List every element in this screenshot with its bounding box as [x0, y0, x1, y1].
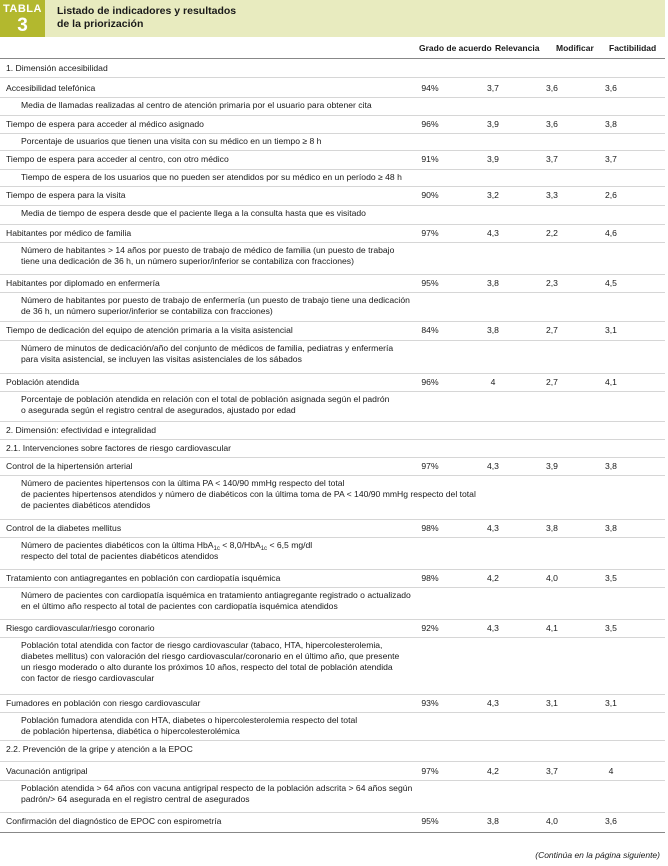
indicator-feasibility: 2,6 — [605, 190, 617, 200]
badge-number: 3 — [17, 15, 28, 36]
row-divider — [0, 205, 665, 206]
indicator-description: Número de pacientes hipertensos con la última PA < 140/90 mmHg respecto del total — [21, 478, 345, 488]
indicator-description: de pacientes hipertensos atendidos y número de diabéticos con la última toma de PA < 140/90 mmHg respecto del total — [21, 489, 476, 499]
indicator-name: Accesibilidad telefónica — [6, 83, 96, 93]
indicator-relevance: 4,2 — [487, 766, 499, 776]
indicator-agreement: 97% — [421, 228, 439, 238]
indicator-modify: 4,0 — [546, 816, 558, 826]
indicator-feasibility: 3,5 — [605, 623, 617, 633]
indicator-agreement: 95% — [421, 816, 439, 826]
indicator-name: Tiempo de dedicación del equipo de atención primaria a la visita asistencial — [6, 325, 293, 335]
row-divider — [0, 150, 665, 151]
indicator-modify: 3,8 — [546, 523, 558, 533]
indicator-name: Vacunación antigripal — [6, 766, 88, 776]
indicator-agreement: 97% — [421, 461, 439, 471]
row-divider — [0, 77, 665, 78]
indicator-agreement: 95% — [421, 278, 439, 288]
indicator-feasibility: 3,6 — [605, 83, 617, 93]
row-divider — [0, 569, 665, 570]
indicator-description: de pacientes diabéticos atendidos — [21, 500, 151, 510]
indicator-relevance: 4,3 — [487, 698, 499, 708]
indicator-modify: 3,6 — [546, 83, 558, 93]
indicator-description: Número de habitantes > 14 años por puesto de trabajo de médico de familia (un puesto de trabajo — [21, 245, 395, 255]
indicator-relevance: 4 — [490, 377, 496, 387]
section-cardiovascular: 2.1. Intervenciones sobre factores de riesgo cardiovascular — [6, 443, 231, 453]
indicator-feasibility: 3,1 — [605, 325, 617, 335]
table-title — [57, 5, 236, 31]
indicator-description: un riesgo moderado o alto durante los próximos 10 años, respecto del total de población atendida — [21, 662, 393, 672]
indicator-description: con factor de riesgo cardiovascular — [21, 673, 155, 683]
indicator-relevance: 3,2 — [487, 190, 499, 200]
indicator-description: Número de habitantes por puesto de trabajo de enfermería (un puesto de trabajo tiene una dedicación — [21, 295, 410, 305]
indicator-agreement: 93% — [421, 698, 439, 708]
row-divider — [0, 321, 665, 322]
indicator-relevance: 3,7 — [487, 83, 499, 93]
row-divider — [0, 97, 665, 98]
indicator-description: Porcentaje de usuarios que tienen una visita con su médico en un tiempo ≥ 8 h — [21, 136, 322, 146]
indicator-modify: 3,7 — [546, 766, 558, 776]
row-divider — [0, 457, 665, 458]
indicator-feasibility: 4,5 — [605, 278, 617, 288]
section-accessibility: 1. Dimensión accesibilidad — [6, 63, 108, 73]
indicator-description: Población atendida > 64 años con vacuna antigripal respecto de la población adscrita > 64 años según — [21, 783, 413, 793]
row-divider — [0, 186, 665, 187]
indicator-modify: 3,7 — [546, 154, 558, 164]
indicator-modify: 2,7 — [546, 377, 558, 387]
col-header-feasibility: Factibilidad — [609, 43, 657, 53]
table-header-band — [0, 0, 665, 37]
row-divider — [0, 373, 665, 374]
indicator-feasibility: 3,8 — [605, 461, 617, 471]
row-divider — [0, 832, 665, 833]
row-divider — [0, 637, 665, 638]
indicator-description: Media de llamadas realizadas al centro de atención primaria por el usuario para obtener cita — [21, 100, 372, 110]
badge-label: TABLA — [3, 3, 42, 15]
indicator-description: Población total atendida con factor de riesgo cardiovascular (tabaco, HTA, hipercolesterolemia, — [21, 640, 383, 650]
row-divider — [0, 115, 665, 116]
row-divider — [0, 587, 665, 588]
indicator-description: o asegurada según el registro central de asegurados, ajustado por edad — [21, 405, 296, 415]
indicator-description: Tiempo de espera de los usuarios que no pueden ser atendidos por su médico en un período ≥ 48 h — [21, 172, 402, 182]
indicator-description: tiene una dedicación de 36 h, un número superior/inferior se contabiliza con fracciones) — [21, 256, 354, 266]
title-line-1: Listado de indicadores y resultados — [57, 5, 237, 17]
indicator-description: Número de pacientes con cardiopatía isquémica en tratamiento antiagregante registrado o actualizado — [21, 590, 411, 600]
indicator-name: Confirmación del diagnóstico de EPOC con espirometría — [6, 816, 222, 826]
row-divider — [0, 133, 665, 134]
indicator-modify: 3,9 — [546, 461, 558, 471]
indicator-feasibility: 3,6 — [605, 816, 617, 826]
indicator-name: Tratamiento con antiagregantes en población con cardiopatía isquémica — [6, 573, 281, 583]
indicator-agreement: 84% — [421, 325, 439, 335]
indicator-feasibility: 4,1 — [605, 377, 617, 387]
indicator-description: de población hipertensa, diabética o hipercolesterolémica — [21, 726, 240, 736]
indicator-name: Control de la diabetes mellitus — [6, 523, 122, 533]
indicator-feasibility: 4,6 — [605, 228, 617, 238]
indicator-relevance: 3,8 — [487, 278, 499, 288]
indicator-description: respecto del total de pacientes diabéticos atendidos — [21, 551, 219, 561]
row-divider — [0, 340, 665, 341]
row-divider — [0, 761, 665, 762]
col-header-relevance: Relevancia — [495, 43, 540, 53]
table-badge — [0, 0, 45, 37]
indicator-description: padrón/> 64 asegurada en el registro central de asegurados — [21, 794, 250, 804]
row-divider — [0, 169, 665, 170]
row-divider — [0, 740, 665, 741]
row-divider — [0, 619, 665, 620]
indicator-description: de 36 h, un número superior/inferior se contabiliza con fracciones) — [21, 306, 273, 316]
indicator-description: Número de minutos de dedicación/año del conjunto de médicos de familia, pediatras y enfermería — [21, 343, 394, 353]
row-divider — [0, 439, 665, 440]
row-divider — [0, 58, 665, 59]
indicator-relevance: 3,8 — [487, 816, 499, 826]
row-divider — [0, 475, 665, 476]
row-divider — [0, 224, 665, 225]
indicator-name: Población atendida — [6, 377, 80, 387]
indicator-description: Media de tiempo de espera desde que el paciente llega a la consulta hasta que es visitado — [21, 208, 366, 218]
indicator-relevance: 4,3 — [487, 228, 499, 238]
indicator-description: Número de pacientes diabéticos con la última HbA$_{1c}$ < 8,0/HbA$_{1c}$ < 6,5 mg/dl — [21, 540, 313, 552]
row-divider — [0, 242, 665, 243]
row-divider — [0, 421, 665, 422]
row-divider — [0, 292, 665, 293]
indicator-feasibility: 3,1 — [605, 698, 617, 708]
indicator-feasibility: 3,5 — [605, 573, 617, 583]
indicator-agreement: 92% — [421, 623, 439, 633]
section-flu-copd: 2.2. Prevención de la gripe y atención a la EPOC — [6, 744, 193, 754]
indicator-description: Porcentaje de población atendida en relación con el total de población asignada según el padrón — [21, 394, 390, 404]
indicator-feasibility: 3,7 — [605, 154, 617, 164]
row-divider — [0, 780, 665, 781]
indicator-name: Fumadores en población con riesgo cardiovascular — [6, 698, 201, 708]
indicator-description: diabetes mellitus) con valoración del riesgo cardiovascular/coronario en el último año, que presente — [21, 651, 400, 661]
indicator-name: Control de la hipertensión arterial — [6, 461, 133, 471]
indicator-agreement: 94% — [421, 83, 439, 93]
continuation-note: (Continúa en la página siguiente) — [535, 850, 660, 860]
indicator-relevance: 4,2 — [487, 573, 499, 583]
indicator-modify: 3,6 — [546, 119, 558, 129]
indicator-relevance: 4,3 — [487, 523, 499, 533]
row-divider — [0, 712, 665, 713]
indicator-name: Habitantes por médico de familia — [6, 228, 132, 238]
indicator-modify: 2,7 — [546, 325, 558, 335]
indicator-modify: 2,2 — [546, 228, 558, 238]
indicator-name: Tiempo de espera para la visita — [6, 190, 126, 200]
indicator-description: para visita asistencial, se incluyen las visitas asistenciales de los sábados — [21, 354, 302, 364]
indicator-modify: 3,1 — [546, 698, 558, 708]
indicator-name: Tiempo de espera para acceder al médico asignado — [6, 119, 204, 129]
indicator-feasibility: 4 — [608, 766, 614, 776]
indicator-feasibility: 3,8 — [605, 119, 617, 129]
indicator-name: Riesgo cardiovascular/riesgo coronario — [6, 623, 155, 633]
indicator-agreement: 97% — [421, 766, 439, 776]
col-header-agreement: Grado de acuerdo — [419, 43, 492, 53]
indicator-description: Población fumadora atendida con HTA, diabetes o hipercolesterolemia respecto del total — [21, 715, 358, 725]
indicator-agreement: 90% — [421, 190, 439, 200]
indicator-relevance: 3,8 — [487, 325, 499, 335]
indicator-agreement: 98% — [421, 573, 439, 583]
indicator-modify: 4,0 — [546, 573, 558, 583]
indicator-feasibility: 3,8 — [605, 523, 617, 533]
row-divider — [0, 519, 665, 520]
row-divider — [0, 812, 665, 813]
indicator-modify: 3,3 — [546, 190, 558, 200]
indicator-relevance: 3,9 — [487, 119, 499, 129]
indicator-modify: 4,1 — [546, 623, 558, 633]
indicator-agreement: 96% — [421, 377, 439, 387]
section-effectiveness: 2. Dimensión: efectividad e integralidad — [6, 425, 157, 435]
indicator-relevance: 4,3 — [487, 461, 499, 471]
indicator-agreement: 91% — [421, 154, 439, 164]
indicator-modify: 2,3 — [546, 278, 558, 288]
row-divider — [0, 694, 665, 695]
indicator-agreement: 96% — [421, 119, 439, 129]
title-line-2: de la priorización — [57, 18, 144, 30]
row-divider — [0, 274, 665, 275]
indicator-relevance: 3,9 — [487, 154, 499, 164]
indicator-relevance: 4,3 — [487, 623, 499, 633]
indicator-name: Habitantes por diplomado en enfermería — [6, 278, 160, 288]
indicator-description: en el último año respecto al total de pacientes con cardiopatía isquémica atendidos — [21, 601, 338, 611]
row-divider — [0, 537, 665, 538]
row-divider — [0, 391, 665, 392]
indicator-agreement: 98% — [421, 523, 439, 533]
col-header-modify: Modificar — [556, 43, 594, 53]
indicator-name: Tiempo de espera para acceder al centro, con otro médico — [6, 154, 229, 164]
